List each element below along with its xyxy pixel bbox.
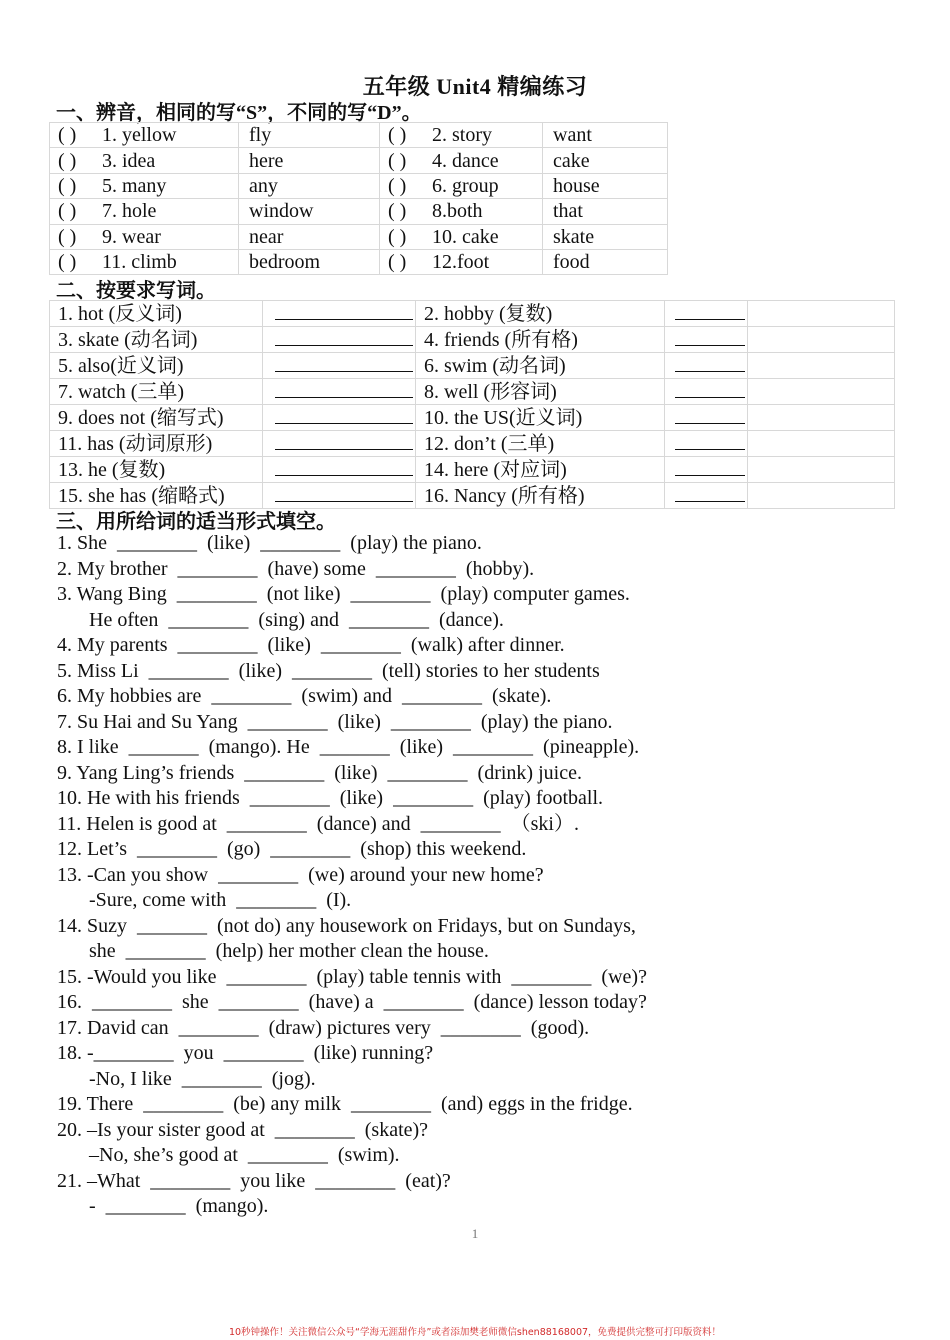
answer-parentheses[interactable]: ( ) (58, 225, 77, 248)
phonics-word: 7. hole (102, 200, 157, 223)
answer-parentheses[interactable]: ( ) (58, 174, 77, 197)
phonics-word: 1. yellow (102, 124, 177, 147)
answer-cell (665, 301, 748, 327)
phonics-word: 12.foot (432, 251, 490, 274)
exercise-line: He often ________ (sing) and ________ (dance). (89, 608, 504, 631)
phonics-compare-word: skate (543, 224, 668, 249)
word-form-prompt: 11. has (动词原形) (50, 431, 263, 457)
phonics-compare-word: any (239, 173, 380, 198)
phonics-compare-word: house (543, 173, 668, 198)
word-form-prompt: 16. Nancy (所有格) (416, 483, 665, 509)
answer-blank[interactable] (675, 379, 745, 398)
answer-cell (665, 457, 748, 483)
section2-heading: 二、按要求写词。 (56, 280, 216, 302)
page-number: 1 (471, 1226, 479, 1241)
phonics-compare-word: near (239, 224, 380, 249)
exercise-line: -No, I like ________ (jog). (89, 1067, 316, 1090)
phonics-word: 10. cake (432, 225, 499, 248)
answer-blank[interactable] (275, 301, 413, 320)
exercise-line: 16. ________ she ________ (have) a ________ (dance) lesson today? (57, 991, 647, 1013)
word-form-prompt: 8. well (形容词) (416, 379, 665, 405)
answer-blank[interactable] (675, 431, 745, 450)
answer-parentheses[interactable]: ( ) (58, 251, 77, 274)
phonics-compare-word: here (239, 148, 380, 173)
answer-parentheses[interactable]: ( ) (388, 251, 407, 274)
phonics-item-left (50, 224, 239, 249)
answer-blank[interactable] (675, 483, 745, 502)
page-title: 五年级 Unit4 精编练习 (362, 74, 588, 99)
word-form-prompt: 3. skate (动名词) (50, 327, 263, 353)
answer-blank[interactable] (275, 483, 413, 502)
phonics-row (50, 123, 668, 148)
exercise-line: 14. Suzy _______ (not do) any housework on Fridays, but on Sundays, (57, 914, 636, 937)
answer-parentheses[interactable]: ( ) (388, 174, 407, 197)
section3-heading: 三、用所给词的适当形式填空。 (56, 511, 336, 533)
phonics-compare-word: want (543, 123, 668, 148)
exercise-line: 17. David can ________ (draw) pictures very ________ (good). (57, 1016, 590, 1039)
exercise-line: 2. My brother ________ (have) some ________ (hobby). (57, 557, 535, 580)
answer-blank[interactable] (675, 301, 745, 320)
exercise-line: - ________ (mango). (89, 1195, 269, 1217)
word-form-row (50, 327, 895, 353)
phonics-compare-word: cake (543, 148, 668, 173)
answer-blank[interactable] (675, 457, 745, 476)
answer-parentheses[interactable]: ( ) (58, 200, 77, 223)
word-form-prompt: 14. here (对应词) (416, 457, 665, 483)
word-form-prompt: 2. hobby (复数) (416, 301, 665, 327)
exercise-line: 1. She ________ (like) ________ (play) the piano. (57, 532, 482, 554)
phonics-row (50, 224, 668, 249)
phonics-item-right (380, 123, 543, 148)
word-form-row (50, 457, 895, 483)
phonics-compare-word: that (543, 199, 668, 224)
word-form-prompt: 6. swim (动名词) (416, 353, 665, 379)
exercise-line: 3. Wang Bing ________ (not like) ________ (play) computer games. (57, 583, 630, 605)
exercise-line: 15. -Would you like ________ (play) table tennis with ________ (we)? (57, 965, 647, 988)
exercise-line: 18. -________ you ________ (like) running? (57, 1042, 434, 1064)
word-form-prompt: 4. friends (所有格) (416, 327, 665, 353)
word-form-prompt: 15. she has (缩略式) (50, 483, 263, 509)
word-form-prompt: 1. hot (反义词) (50, 301, 263, 327)
phonics-word: 8.both (432, 200, 483, 223)
exercise-line: 10. He with his friends ________ (like) ________ (play) football. (57, 787, 604, 809)
empty-cell (748, 379, 895, 405)
phonics-row (50, 199, 668, 224)
answer-parentheses[interactable]: ( ) (388, 225, 407, 248)
phonics-table (49, 122, 668, 275)
phonics-row (50, 148, 668, 173)
empty-cell (748, 353, 895, 379)
answer-parentheses[interactable]: ( ) (58, 149, 77, 172)
phonics-word: 11. climb (102, 251, 177, 274)
empty-cell (748, 301, 895, 327)
word-form-prompt: 9. does not (缩写式) (50, 405, 263, 431)
word-form-prompt: 5. also(近义词) (50, 353, 263, 379)
answer-blank[interactable] (275, 431, 413, 450)
word-form-prompt: 12. don’t (三单) (416, 431, 665, 457)
phonics-item-right (380, 224, 543, 249)
phonics-item-left (50, 148, 239, 173)
empty-cell (748, 483, 895, 509)
answer-cell (263, 431, 416, 457)
phonics-row (50, 173, 668, 198)
phonics-word: 5. many (102, 174, 167, 197)
phonics-item-right (380, 249, 543, 274)
exercise-line: 11. Helen is good at ________ (dance) and ________ （ski）. (57, 812, 579, 835)
phonics-item-right (380, 148, 543, 173)
phonics-item-left (50, 173, 239, 198)
answer-cell (263, 327, 416, 353)
phonics-item-left (50, 123, 239, 148)
answer-parentheses[interactable]: ( ) (388, 149, 407, 172)
exercise-line: 6. My hobbies are ________ (swim) and ________ (skate). (57, 685, 552, 707)
fill-in-blanks-list (57, 531, 917, 1220)
exercise-line: 4. My parents ________ (like) ________ (walk) after dinner. (57, 634, 565, 656)
word-form-row (50, 379, 895, 405)
answer-cell (263, 457, 416, 483)
exercise-line: 9. Yang Ling’s friends ________ (like) ________ (drink) juice. (57, 761, 582, 784)
exercise-line: -Sure, come with ________ (I). (89, 889, 352, 911)
answer-cell (665, 353, 748, 379)
exercise-line: 19. There ________ (be) any milk ________ (and) eggs in the fridge. (57, 1093, 633, 1115)
word-forms-table (49, 300, 895, 509)
exercise-line: she ________ (help) her mother clean the house. (89, 940, 489, 962)
section1-heading: 一、辨音，相同的写“S”，不同的写“D”。 (56, 102, 422, 124)
phonics-compare-word: bedroom (239, 249, 380, 274)
phonics-compare-word: fly (239, 123, 380, 148)
answer-blank[interactable] (275, 457, 413, 476)
empty-cell (748, 457, 895, 483)
answer-cell (665, 379, 748, 405)
exercise-line: 7. Su Hai and Su Yang ________ (like) ________ (play) the piano. (57, 710, 613, 733)
answer-blank[interactable] (675, 405, 745, 424)
answer-cell (263, 301, 416, 327)
word-form-prompt: 13. he (复数) (50, 457, 263, 483)
answer-blank[interactable] (675, 327, 745, 346)
phonics-word: 6. group (432, 174, 499, 197)
empty-cell (748, 431, 895, 457)
word-form-prompt: 10. the US(近义词) (416, 405, 665, 431)
answer-cell (263, 353, 416, 379)
exercise-line: 21. –What ________ you like ________ (eat)? (57, 1169, 451, 1192)
empty-cell (748, 327, 895, 353)
phonics-item-left (50, 249, 239, 274)
phonics-compare-word: food (543, 249, 668, 274)
exercise-line: 13. -Can you show ________ (we) around your new home? (57, 863, 544, 886)
phonics-word: 9. wear (102, 225, 161, 248)
answer-cell (665, 327, 748, 353)
answer-blank[interactable] (275, 353, 413, 372)
answer-blank[interactable] (275, 327, 413, 346)
phonics-item-right (380, 199, 543, 224)
word-form-row (50, 431, 895, 457)
word-form-prompt: 7. watch (三单) (50, 379, 263, 405)
phonics-item-left (50, 199, 239, 224)
word-form-row (50, 353, 895, 379)
answer-blank[interactable] (275, 379, 413, 398)
answer-parentheses[interactable]: ( ) (388, 124, 407, 147)
phonics-word: 4. dance (432, 149, 499, 172)
answer-cell (665, 483, 748, 509)
word-form-row (50, 405, 895, 431)
answer-cell (263, 379, 416, 405)
answer-cell (665, 405, 748, 431)
exercise-line: 20. –Is your sister good at ________ (skate)? (57, 1118, 429, 1141)
phonics-row (50, 249, 668, 274)
phonics-word: 2. story (432, 124, 492, 147)
phonics-word: 3. idea (102, 149, 156, 172)
footer-notice: 10秒钟操作！关注微信公众号“学海无涯甜作舟”或者添加樊老师微信shen88168007，免费提供完整可打印版资料！ (228, 1327, 722, 1338)
phonics-compare-word: window (239, 199, 380, 224)
phonics-item-right (380, 173, 543, 198)
exercise-line: 12. Let’s ________ (go) ________ (shop) this weekend. (57, 838, 527, 860)
answer-parentheses[interactable]: ( ) (388, 200, 407, 223)
answer-cell (263, 405, 416, 431)
answer-blank[interactable] (675, 353, 745, 372)
exercise-line: –No, she’s good at ________ (swim). (89, 1144, 400, 1166)
exercise-line: 8. I like _______ (mango). He _______ (like) ________ (pineapple). (57, 736, 640, 758)
exercise-line: 5. Miss Li ________ (like) ________ (tell) stories to her students (57, 659, 600, 682)
empty-cell (748, 405, 895, 431)
answer-cell (665, 431, 748, 457)
answer-blank[interactable] (275, 405, 413, 424)
word-form-row (50, 301, 895, 327)
answer-parentheses[interactable]: ( ) (58, 124, 77, 147)
